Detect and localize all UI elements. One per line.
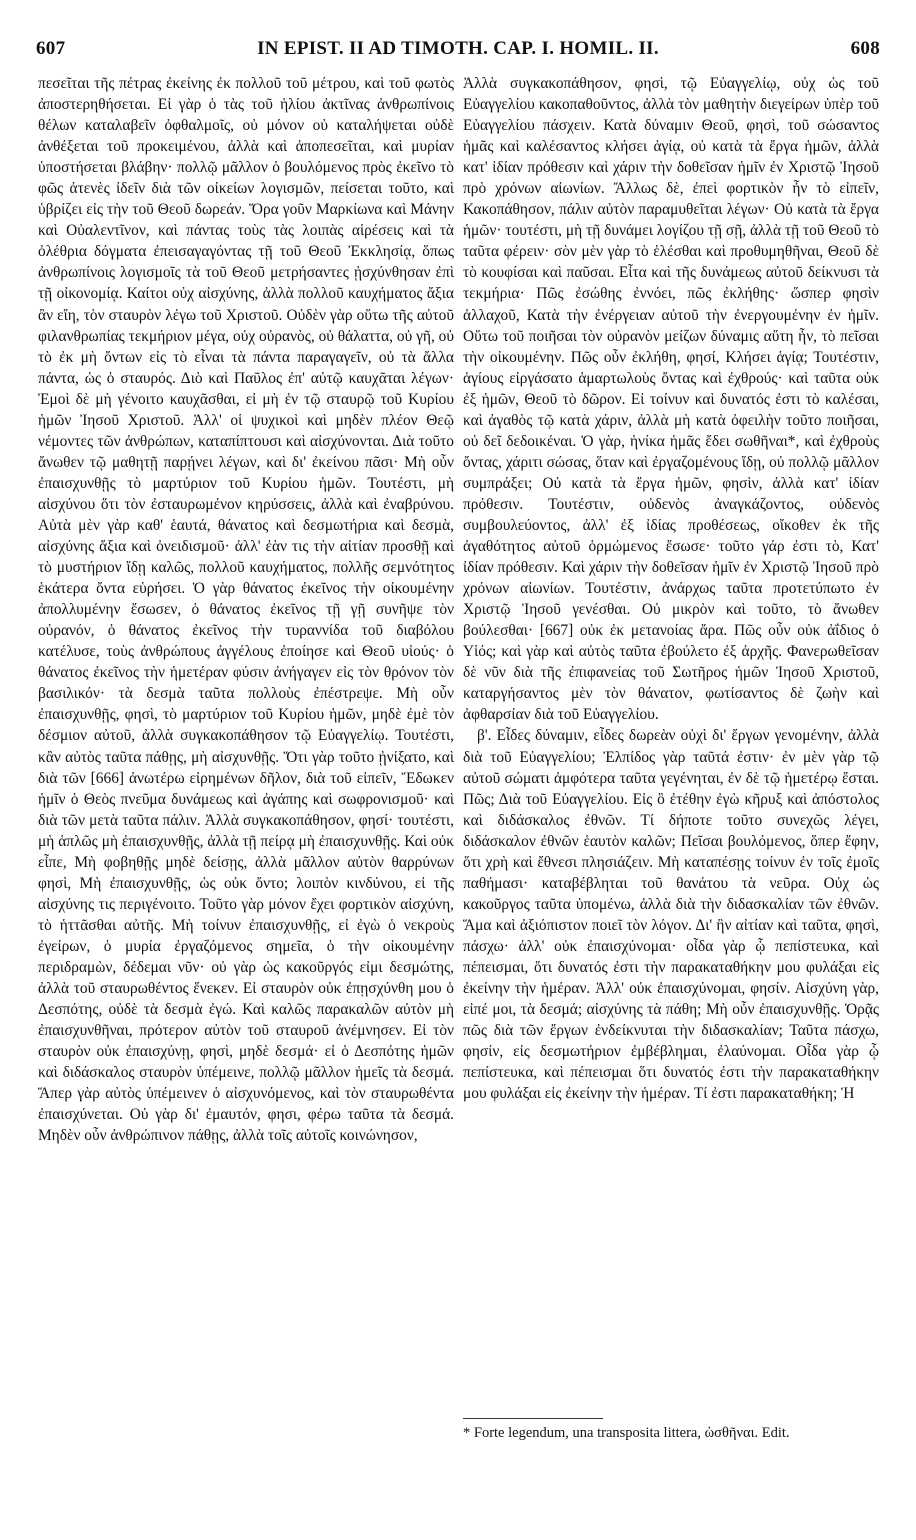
running-header [36, 38, 880, 64]
paragraph: β'. Εἶδες δύναμιν, εἶδες δωρεὰν οὐχὶ δι' ἔργων γενομένην, ἀλλὰ διὰ τοῦ Εὐαγγελίου; Ἐλπίδος γὰρ ταῦτά ἐστιν· ἐν μὲν γὰρ τῷ αὐτοῦ σώματι ἀμφότερα ταῦτα γεγένηται, ἐν δὲ τῷ ἡμετέρῳ ἔσται. Πῶς; Διὰ τοῦ Εὐαγγελίου. Εἰς ὃ ἐτέθην ἐγὼ κῆρυξ καὶ ἀπόστολος καὶ διδάσκαλος ἐθνῶν. Τί δήποτε τοῦτο συνεχῶς λέγει, διδάσκαλον ἐθνῶν ἑαυτὸν καλῶν; Πεῖσαι βουλόμενος, ὅπερ ἔφην, ὅτι χρὴ καὶ ἔθνεσι πλησιάζειν. Μὴ καταπέσῃς τοίνυν ἐν τοῖς ἐμοῖς παθήμασι· καταβέβληται τοῦ θανάτου τὰ νεῦρα. Οὐχ ὡς κακοῦργος ταῦτα ὑπομένω, ἀλλὰ διὰ τὴν διδασκαλίαν τῶν ἐθνῶν. Ἅμα καὶ ἀξιόπιστον ποιεῖ τὸν λόγον. Δι' ἣν αἰτίαν καὶ ταῦτα, φησὶ, πάσχω· ἀλλ' οὐκ ἐπαισχύνομαι· οἶδα γὰρ ᾧ πεπίστευκα, καὶ πέπεισμαι, ὅτι δυνατός ἐστι τὴν παρακαταθήκην μου φυλάξαι εἰς ἐκείνην τὴν ἡμέραν. Ἀλλ' οὐκ ἐπαισχύνομαι, φησίν. Αἰσχύνη γὰρ, εἰπέ μοι, τὰ δεσμά; αἰσχύνης τὰ πάθη; Μὴ οὖν ἐπαισχυνθῇς. Ὁρᾷς πῶς διὰ τῶν ἔργων ἐνδείκνυται τὴν διδασκαλίαν; Ταῦτα πάσχω, φησίν, εἰς δεσμωτήριον ἐμβέβλημαι, ἐλαύνομαι. Οἶδα γὰρ ᾧ πεπίστευκα, καὶ πέπεισμαι ὅτι δυνατός ἐστι τὴν παρακαταθήκην μου φυλάξαι εἰς ἐκείνην τὴν ἡμέραν. Τί ἐστι παρακαταθήκη; Ἡ [463, 727, 879, 1103]
footnote [463, 1418, 879, 1443]
page-number-right: 608 [850, 38, 880, 59]
right-column [463, 73, 879, 1445]
left-column [38, 73, 454, 1465]
footnote-text: * Forte legendum, una transposita littera, ὡσθῆναι. Edit. [463, 1425, 790, 1441]
page-number-left: 607 [36, 38, 66, 59]
paragraph: Ἀλλὰ συγκακοπάθησον, φησὶ, τῷ Εὐαγγελίῳ, οὐχ ὡς τοῦ Εὐαγγελίου κακοπαθοῦντος, ἀλλὰ τὸν μαθητὴν διεγείρων ὑπὲρ τοῦ Εὐαγγελίου πάσχειν. Κατὰ δύναμιν Θεοῦ, φησὶ, τοῦ σώσαντος ἡμᾶς καὶ καλέσαντος κλήσει ἁγίᾳ, οὐ κατὰ τὰ ἔργα ἡμῶν, ἀλλὰ κατ' ἰδίαν πρόθεσιν καὶ χάριν τὴν δοθεῖσαν ἡμῖν ἐν Χριστῷ Ἰησοῦ πρὸ χρόνων αἰωνίων. Ἄλλως δὲ, ἐπεὶ φορτικὸν ἦν τὸ εἰπεῖν, Κακοπάθησον, πάλιν αὐτὸν παραμυθεῖται λέγων· Οὐ κατὰ τὰ ἔργα ἡμῶν· τουτέστι, μὴ τῇ δυνάμει λογίζου τῇ σῇ, ἀλλὰ τῇ τοῦ Θεοῦ τὸ ταῦτα φέρειν· σὸν μὲν γὰρ τὸ ἑλέσθαι καὶ προθυμηθῆναι, Θεοῦ δὲ τὸ κουφίσαι καὶ παῦσαι. Εἶτα καὶ τῆς δυνάμεως αὐτοῦ δείκνυσι τὰ τεκμήρια· Πῶς ἐσώθης ἐννόει, πῶς ἐκλήθης· ὥσπερ φησὶν ἀλλαχοῦ, Κατὰ τὴν ἐνέργειαν αὐτοῦ τὴν ἐνεργουμένην ἐν ἡμῖν. Οὕτω τοῦ ποιῆσαι τὸν οὐρανὸν μείζων δύναμις αὕτη ἦν, τὸ πεῖσαι τὴν οἰκουμένην. Πῶς οὖν ἐκλήθη, φησί, Κλήσει ἁγίᾳ; Τουτέστιν, ἁγίους εἰργάσατο ἁμαρτωλοὺς ὄντας καὶ ἐχθρούς· καὶ ταῦτα οὐκ ἐξ ἡμῶν, Θεοῦ τὸ δῶρον. Εἰ τοίνυν καὶ δυνατός ἐστι τὸ καλέσαι, καὶ ἀγαθὸς τῷ κατὰ χάριν, ἀλλὰ μὴ κατὰ ὀφειλὴν τοῦτο ποιῆσαι, οὐ δεῖ δεδοικέναι. Ὁ γὰρ, ἡνίκα ἡμᾶς ἔδει σωθῆναι*, καὶ ἐχθροὺς ὄντας, χάριτι σώσας, ὅταν καὶ ἐργαζομένους ἴδῃ, οὐ πολλῷ μᾶλλον συμπράξει; Οὐ κατὰ τὰ ἔργα ἡμῶν, φησὶν, ἀλλὰ κατ' ἰδίαν πρόθεσιν. Τουτέστιν, οὐδενὸς ἀναγκάζοντος, οὐδενὸς συμβουλεύοντος, ἀλλ' ἐξ ἰδίας προθέσεως, οἴκοθεν ἐκ τῆς ἀγαθότητος αὐτοῦ ὁρμώμενος ἔσωσε· τοῦτο γάρ ἐστι τὸ, Κατ' ἰδίαν πρόθεσιν. Καὶ χάριν τὴν δοθεῖσαν ἡμῖν ἐν Χριστῷ Ἰησοῦ πρὸ χρόνων αἰωνίων. Τουτέστιν, ἀνάρχως ταῦτα προτετύπωτο ἐν Χριστῷ Ἰησοῦ γενέσθαι. Οὐ μικρὸν καὶ τοῦτο, τὸ ἄνωθεν βούλεσθαι· [667] οὐκ ἐκ μετανοίας ἄρα. Πῶς οὖν οὐκ ἀΐδιος ὁ Υἱός; καὶ γὰρ καὶ αὐτὸς ταῦτα ἐβούλετο ἐξ ἀρχῆς. Φανερωθεῖσαν δὲ νῦν διὰ τῆς ἐπιφανείας τοῦ Σωτῆρος ἡμῶν Ἰησοῦ Χριστοῦ, καταργήσαντος μὲν τὸν θάνατον, φωτίσαντος δὲ ζωὴν καὶ ἀφθαρσίαν διὰ τοῦ Εὐαγγελίου. [463, 75, 879, 724]
footnote-rule [463, 1418, 603, 1419]
paragraph: πεσεῖται τῆς πέτρας ἐκείνης ἐκ πολλοῦ τοῦ μέτρου, καὶ τοῦ φωτὸς ἀποστερηθήσεται. Εἰ γὰρ ὁ τὰς τοῦ ἡλίου ἀκτῖνας ἀνθρωπίνοις θέλων καταλαβεῖν ὀφθαλμοῖς, οὐ μόνον οὐ καταλήψεται οὐδὲ ἀνθέξεται τοῦ προκειμένου, ἀλλὰ καὶ ἀποπεσεῖται, καὶ μυρίαν ὑποστήσεται βλάβην· πολλῷ μᾶλλον ὁ βουλόμενος πρὸς ἐκεῖνο τὸ φῶς ἀτενὲς ἰδεῖν διὰ τῶν οἰκείων λογισμῶν, πείσεται τοῦτο, καὶ ὑβρίζει εἰς τὴν τοῦ Θεοῦ δωρεάν. Ὅρα γοῦν Μαρκίωνα καὶ Μάνην καὶ Οὐαλεντῖνον, καὶ πάντας τοὺς τὰς λοιπὰς αἱρέσεις καὶ τὰ ὀλέθρια δόγματα ἐπεισαγαγόντας τῇ τοῦ Θεοῦ Ἐκκλησίᾳ, ὅπως ἀνθρωπίνοις λογισμοῖς τὰ τοῦ Θεοῦ μετρήσαντες ᾐσχύνθησαν ἐπὶ τῇ οἰκονομίᾳ. Καίτοι οὐχ αἰσχύνης, ἀλλὰ πολλοῦ καυχήματος ἄξια ἂν εἴη, τὸν σταυρὸν λέγω τοῦ Χριστοῦ. Οὐδὲν γὰρ οὕτω τῆς αὐτοῦ φιλανθρωπίας τεκμήριον μέγα, οὐχ οὐρανὸς, οὐ θάλαττα, οὐ γῆ, οὐ τὸ ἐκ μὴ ὄντων εἰς τὸ εἶναι τὰ πάντα παραγαγεῖν, οὐ τὰ ἄλλα πάντα, ὡς ὁ σταυρός. Διὸ καὶ Παῦλος ἐπ' αὐτῷ καυχᾶται λέγων· Ἐμοὶ δὲ μὴ γένοιτο καυχᾶσθαι, εἰ μὴ ἐν τῷ σταυρῷ τοῦ Κυρίου ἡμῶν Ἰησοῦ Χριστοῦ. Ἀλλ' οἱ ψυχικοὶ καὶ μηδὲν πλέον Θεῷ νέμοντες τῶν ἀνθρώπων, καταπίπτουσι καὶ αἰσχύνονται. Διὰ τοῦτο ἄνωθεν τῷ μαθητῇ παρῄνει λέγων, καὶ δι' ἐκείνου πᾶσι· Μὴ οὖν ἐπαισχυνθῇς τὸ μαρτύριον τοῦ Κυρίου ἡμῶν. Τουτέστι, μὴ αἰσχύνου ὅτι τὸν ἐσταυρωμένον κηρύσσεις, ἀλλὰ καὶ ἐναβρύνου. Αὐτὰ μὲν γὰρ καθ' ἑαυτά, θάνατος καὶ δεσμωτήρια καὶ δεσμὰ, αἰσχύνης ἄξια καὶ ὀνειδισμοῦ· ἀλλ' ἐὰν τις τὴν αἰτίαν προσθῇ καὶ τὸ μυστήριον ἴδῃ καλῶς, πολλοῦ καυχήματος, πολλῆς σεμνότητος ἑκάτερα ὄντα εὑρήσει. Ὁ γὰρ θάνατος ἐκεῖνος τὴν οἰκουμένην ἀπολλυμένην ἔσωσεν, ὁ θάνατος ἐκεῖνος τῇ γῇ συνῆψε τὸν οὐρανόν, ὁ θάνατος ἐκεῖνος τὴν τυραννίδα τοῦ διαβόλου κατέλυσε, τοὺς ἀνθρώπους ἀγγέλους ἐποίησε καὶ Θεοῦ υἱούς· ὁ θάνατος ἐκεῖνος τὴν ἡμετέραν φύσιν ἀνήγαγεν εἰς τὸν θρόνον τὸν βασιλικόν· τὰ δεσμὰ ταῦτα πολλοὺς ἐπέστρεψε. Μὴ οὖν ἐπαισχυνθῇς, φησὶ, τὸ μαρτύριον τοῦ Κυρίου ἡμῶν, μηδὲ ἐμὲ τὸν δέσμιον αὐτοῦ, ἀλλὰ συγκακοπάθησον τῷ Εὐαγγελίῳ. Τουτέστι, κἂν αὐτὸς ταῦτα πάθῃς, μὴ αἰσχυνθῇς. Ὅτι γὰρ τοῦτο ᾐνίξατο, καὶ διὰ τῶν [666] ἀνωτέρω εἰρημένων δῆλον, διὰ τοῦ εἰπεῖν, Ἔδωκεν ἡμῖν ὁ Θεὸς πνεῦμα δυνάμεως καὶ ἀγάπης καὶ σωφρονισμοῦ· καὶ διὰ τῶν μετὰ ταῦτα πάλιν. Ἀλλὰ συγκακοπάθησον, φησί· τουτέστι, μὴ ἁπλῶς μὴ ἐπαισχυνθῇς, ἀλλὰ τῇ πείρᾳ μὴ ἐπαισχυνθῇς. Καὶ οὐκ εἶπε, Μὴ φοβηθῇς μηδὲ δείσῃς, ἀλλὰ μᾶλλον αὐτὸν θαρρύνων φησὶ, Μὴ ἐπαισχυνθῇς, ὡς οὐκ ὄντο; λοιπὸν κινδύνου, εἰ τῆς αἰσχύνης τις περιγένοιτο. Τοῦτο γὰρ μόνον ἔχει φορτικὸν αἰσχύνη, τὸ ἡττᾶσθαι αὐτῆς. Μὴ τοίνυν ἐπαισχυνθῇς, εἰ ἐγὼ ὁ νεκροὺς ἐγείρων, ὁ μυρία ἐργαζόμενος σημεῖα, ὁ τὴν οἰκουμένην περιδραμὼν, δέδεμαι νῦν· οὐ γὰρ ὡς κακοῦργός εἰμι δεσμώτης, ἀλλὰ τοῦ σταυρωθέντος ἕνεκεν. Εἰ σταυρὸν οὐκ ἐπῃσχύνθη μου ὁ Δεσπότης, οὐδὲ τὰ δεσμὰ ἐγώ. Καὶ καλῶς παρακαλῶν αὐτὸν μὴ ἐπαισχυνθῆναι, πρότερον αὐτὸν τοῦ σταυροῦ ἀνέμνησεν. Εἰ τὸν σταυρὸν οὐκ ἐπαισχύνῃ, φησὶ, μηδὲ δεσμά· εἰ ὁ Δεσπότης ἡμῶν καὶ διδάσκαλος σταυρὸν ὑπέμεινε, πολλῷ μᾶλλον ἡμεῖς τὰ δεσμά. Ἅπερ γὰρ αὐτὸς ὑπέμεινεν ὁ αἰσχυνόμενος, καὶ τὸν σταυρωθέντα ἐπαισχύνεται. Οὐ γὰρ δι' ἐμαυτόν, φησι, φέρω ταῦτα τὰ δεσμά. Μηδὲν οὖν ἀνθρώπινον πάθῃς, ἀλλὰ τοῖς αὐτοῖς κοινώνησον, [38, 75, 454, 1145]
running-title: IN EPIST. II AD TIMOTH. CAP. I. HOMIL. II. [257, 38, 659, 59]
